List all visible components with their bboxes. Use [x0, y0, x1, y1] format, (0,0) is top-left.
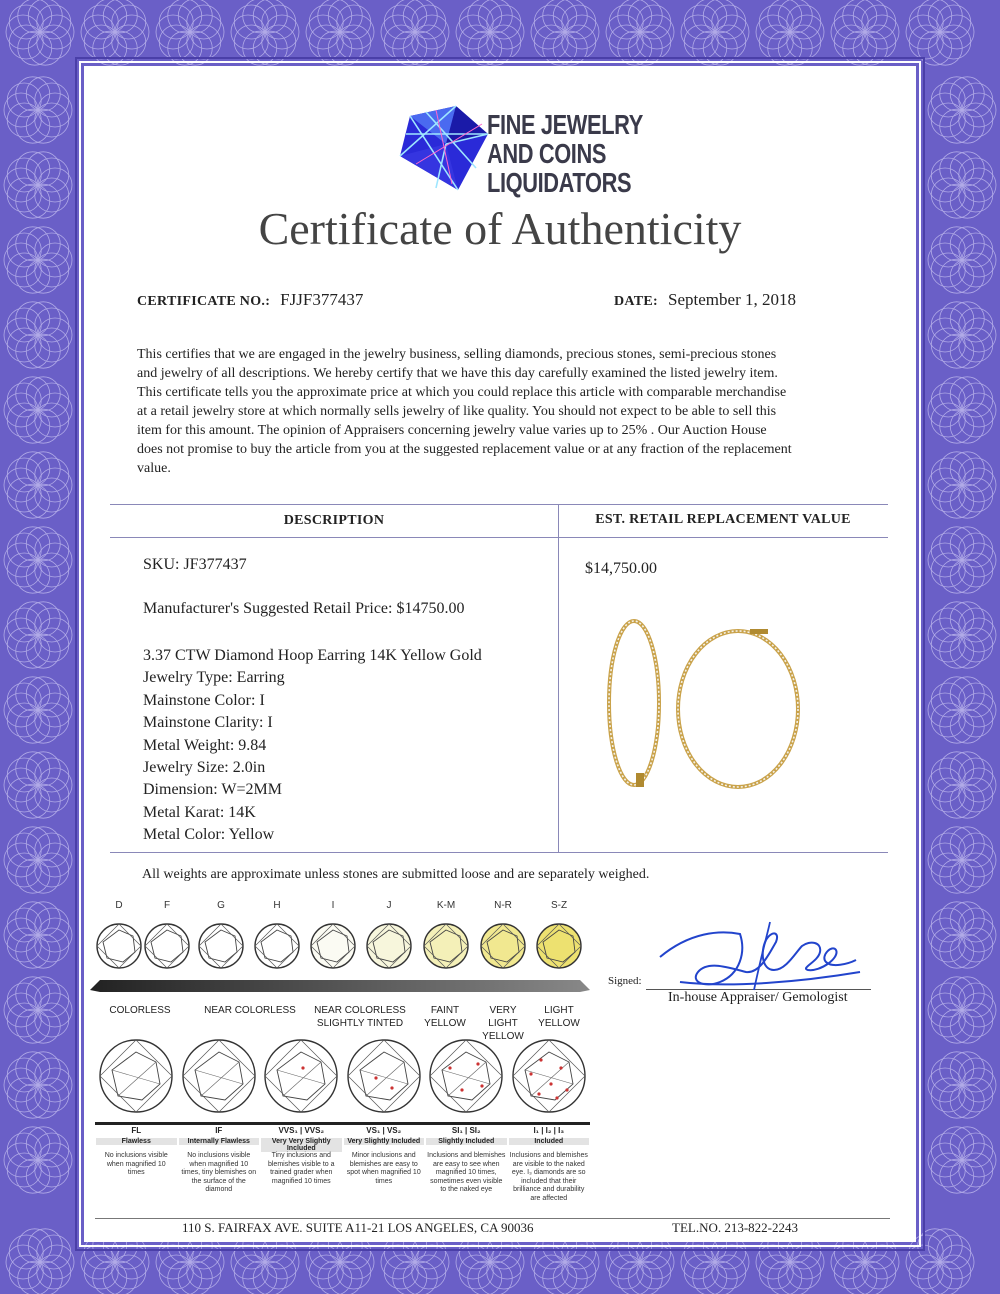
clarity-description-line: times, tiny blemishes on: [181, 1169, 257, 1177]
clarity-description-line: spot when magnified 10: [346, 1169, 421, 1177]
clarity-grade-description: [508, 1152, 591, 1204]
clarity-description-line: Inclusions and blemishes: [427, 1152, 506, 1159]
clarity-grade-name: Internally Flawless: [179, 1138, 260, 1145]
color-grade-diamond-icon: [535, 922, 583, 970]
color-grade-label: F: [163, 900, 171, 911]
clarity-description-line: are easy to see when: [432, 1160, 500, 1168]
clarity-description-line: Minor inclusions and: [351, 1152, 416, 1159]
clarity-grade-description: [260, 1152, 343, 1186]
color-scale-bar: [90, 976, 590, 996]
logo-line-3: LIQUIDATORS: [487, 167, 632, 198]
clarity-description-line: are visible to the naked: [512, 1160, 585, 1168]
color-grade-diamond-icon: [197, 922, 245, 970]
clarity-diamond-icon: [263, 1038, 339, 1114]
clarity-grade: SI₁ | SI₂: [451, 1126, 481, 1135]
gem-logo-icon: [396, 104, 492, 192]
color-grade-diamond-icon: [143, 922, 191, 970]
color-group-line: FAINT: [430, 1005, 460, 1016]
color-group-label: [100, 1004, 180, 1017]
clarity-description-line: diamond: [205, 1186, 233, 1194]
detail-line: Jewelry Size: 2.0in: [143, 759, 266, 777]
clarity-description-line: eye. I₃ diamonds are so: [511, 1169, 586, 1177]
clarity-description-line: magnified 10 times: [271, 1177, 331, 1185]
footer-rule: [95, 1218, 890, 1219]
clarity-grade-name: Very Very Slightly Included: [261, 1138, 342, 1152]
clarity-description-line: blemishes are easy to: [349, 1160, 418, 1168]
clarity-description-line: when magnified 10: [189, 1160, 249, 1168]
color-grade-diamond-icon: [253, 922, 301, 970]
color-group-line: YELLOW: [424, 1018, 466, 1029]
clarity-description-line: No inclusions visible: [104, 1152, 168, 1159]
clarity-description-line: sometimes even visible: [430, 1177, 503, 1185]
table-bottom-rule: [110, 852, 888, 853]
page-title: Certificate of Authenticity: [258, 203, 742, 254]
intro-line: This certifies that we are engaged in the jewelry business, selling diamonds, precious stones, semi-precious stones: [137, 347, 777, 362]
color-grade-label: K-M: [436, 900, 456, 911]
table-column-divider: [558, 504, 559, 852]
clarity-grade-name: Very Slightly Included: [344, 1138, 425, 1145]
msrp: Manufacturer's Suggested Retail Price: $14750.00: [143, 600, 465, 617]
certificate-number-label: CERTIFICATE NO.:: [137, 294, 271, 309]
color-grade-label: D: [115, 900, 123, 911]
clarity-grade-name: Included: [509, 1138, 590, 1145]
intro-line: and jewelry of all descriptions. We hereby certify that we have this day carefully examined the listed jewelry item.: [137, 366, 778, 381]
item-details: [143, 645, 482, 847]
clarity-grade-description: [343, 1152, 426, 1186]
color-group-line: VERY LIGHT: [488, 1005, 518, 1029]
clarity-description-line: the surface of the: [191, 1177, 246, 1185]
color-group-label: [200, 1004, 300, 1017]
detail-line: Metal Karat: 14K: [143, 803, 256, 821]
clarity-description-line: Tiny inclusions and: [271, 1152, 331, 1159]
footer-phone: TEL.NO. 213-822-2243: [672, 1220, 799, 1235]
clarity-grade: IF: [215, 1126, 223, 1135]
clarity-description-line: blemishes visible to a: [267, 1160, 335, 1168]
hoop-earrings-image: [600, 615, 810, 805]
detail-line: Jewelry Type: Earring: [143, 669, 285, 687]
clarity-diamond-icon: [98, 1038, 174, 1114]
clarity-description-line: trained grader when: [270, 1169, 333, 1177]
clarity-grade-description: [95, 1152, 178, 1178]
clarity-description-line: times: [127, 1169, 145, 1177]
color-group-label: [310, 1004, 410, 1030]
color-group-line: LIGHT: [544, 1005, 574, 1016]
color-group-line: SLIGHTLY TINTED: [316, 1018, 404, 1029]
value-header: EST. RETAIL REPLACEMENT VALUE: [595, 512, 851, 527]
color-grade-diamond-icon: [422, 922, 470, 970]
clarity-diamond-icon: [181, 1038, 257, 1114]
clarity-grade: I₁ | I₂ | I₃: [533, 1126, 565, 1135]
clarity-grade: VVS₁ | VVS₂: [278, 1126, 325, 1135]
detail-line: Metal Color: Yellow: [143, 826, 275, 844]
footer-address: 110 S. FAIRFAX AVE. SUITE A11-21 LOS ANGELES, CA 90036: [182, 1220, 534, 1235]
color-grade-scale: [90, 896, 590, 1042]
color-grade-label: J: [386, 900, 392, 911]
signed-label: Signed:: [608, 975, 642, 987]
clarity-rule: [95, 1122, 590, 1125]
color-group-line: YELLOW: [538, 1018, 580, 1029]
color-group-label: [420, 1004, 470, 1030]
certificate-number-row: [137, 290, 363, 310]
color-grade-diamond-icon: [365, 922, 413, 970]
certificate-date-label: DATE:: [614, 294, 659, 309]
clarity-grade: FL: [131, 1126, 142, 1135]
detail-line: Metal Weight: 9.84: [143, 736, 267, 754]
color-grade-diamond-icon: [95, 922, 143, 970]
clarity-description-line: Inclusions and blemishes: [509, 1152, 588, 1159]
color-grade-diamond-icon: [479, 922, 527, 970]
clarity-grade-name: Flawless: [96, 1138, 177, 1145]
color-grade-label: S-Z: [550, 900, 568, 911]
color-group-line: YELLOW: [482, 1031, 524, 1042]
logo-line-1: FINE JEWELRY: [487, 109, 643, 140]
detail-line: Dimension: W=2MM: [143, 781, 282, 799]
clarity-description-line: magnified 10 times,: [435, 1169, 497, 1177]
weights-note: All weights are approximate unless stones are submitted loose and are separately weighed.: [142, 867, 650, 882]
color-group-line: NEAR COLORLESS: [314, 1005, 406, 1016]
replacement-value: $14,750.00: [585, 560, 657, 577]
certificate-number: FJJF377437: [280, 290, 364, 309]
color-group-line: NEAR COLORLESS: [204, 1005, 296, 1016]
color-group-line: COLORLESS: [109, 1005, 171, 1016]
clarity-diamond-icon: [428, 1038, 504, 1114]
detail-line: Mainstone Clarity: I: [143, 714, 273, 732]
intro-paragraph: [137, 345, 877, 478]
table-header-rule: [110, 537, 888, 538]
logo-wordmark: [487, 110, 643, 197]
clarity-diamond-icon: [511, 1038, 587, 1114]
certificate-date-row: [614, 290, 796, 310]
color-grade-label: N-R: [494, 900, 512, 911]
color-grade-diamond-icon: [309, 922, 357, 970]
detail-line: 3.37 CTW Diamond Hoop Earring 14K Yellow Gold: [143, 647, 482, 664]
color-grade-label: G: [217, 900, 225, 911]
logo-line-2: AND COINS: [487, 138, 607, 169]
clarity-description-line: brilliance and durability: [513, 1186, 585, 1194]
certificate-date: September 1, 2018: [668, 290, 796, 309]
intro-line: item for this amount. The opinion of Appraisers concerning jewelry value varies up to 25% . Our Auction House: [137, 423, 767, 438]
intro-line: at a retail jewelry store at which normally sells jewelry of like quality. You should not expect to be able to sell this: [137, 404, 777, 419]
clarity-grade-name: Slightly Included: [426, 1138, 507, 1145]
clarity-diamond-icon: [346, 1038, 422, 1114]
table-top-rule: [110, 504, 888, 505]
sku: SKU: JF377437: [143, 556, 247, 573]
clarity-description-line: No inclusions visible: [187, 1152, 251, 1159]
description-header: DESCRIPTION: [283, 513, 385, 528]
clarity-description-line: times: [375, 1177, 393, 1185]
color-grade-label: H: [273, 900, 281, 911]
clarity-description-line: to the naked eye: [440, 1186, 493, 1194]
clarity-grade-description: [425, 1152, 508, 1195]
color-grade-label: I: [331, 900, 335, 911]
clarity-grade: VS₁ | VS₂: [366, 1126, 402, 1135]
intro-line: does not promise to buy the article from you at the suggested replacement value or at any fraction of the replacement: [137, 442, 792, 457]
clarity-grade-scale: [95, 1036, 590, 1216]
signature-title: In-house Appraiser/ Gemologist: [668, 990, 848, 1005]
clarity-description-line: are affected: [530, 1194, 568, 1202]
intro-line: value.: [137, 461, 171, 476]
intro-line: This certificate tells you the approximate price at which you could replace this article with comparable merchandise: [137, 385, 787, 400]
detail-line: Mainstone Color: I: [143, 691, 265, 709]
clarity-grade-description: [178, 1152, 261, 1195]
clarity-description-line: when magnified 10: [106, 1160, 166, 1168]
color-group-label: [534, 1004, 584, 1030]
clarity-description-line: included that their: [521, 1177, 577, 1185]
